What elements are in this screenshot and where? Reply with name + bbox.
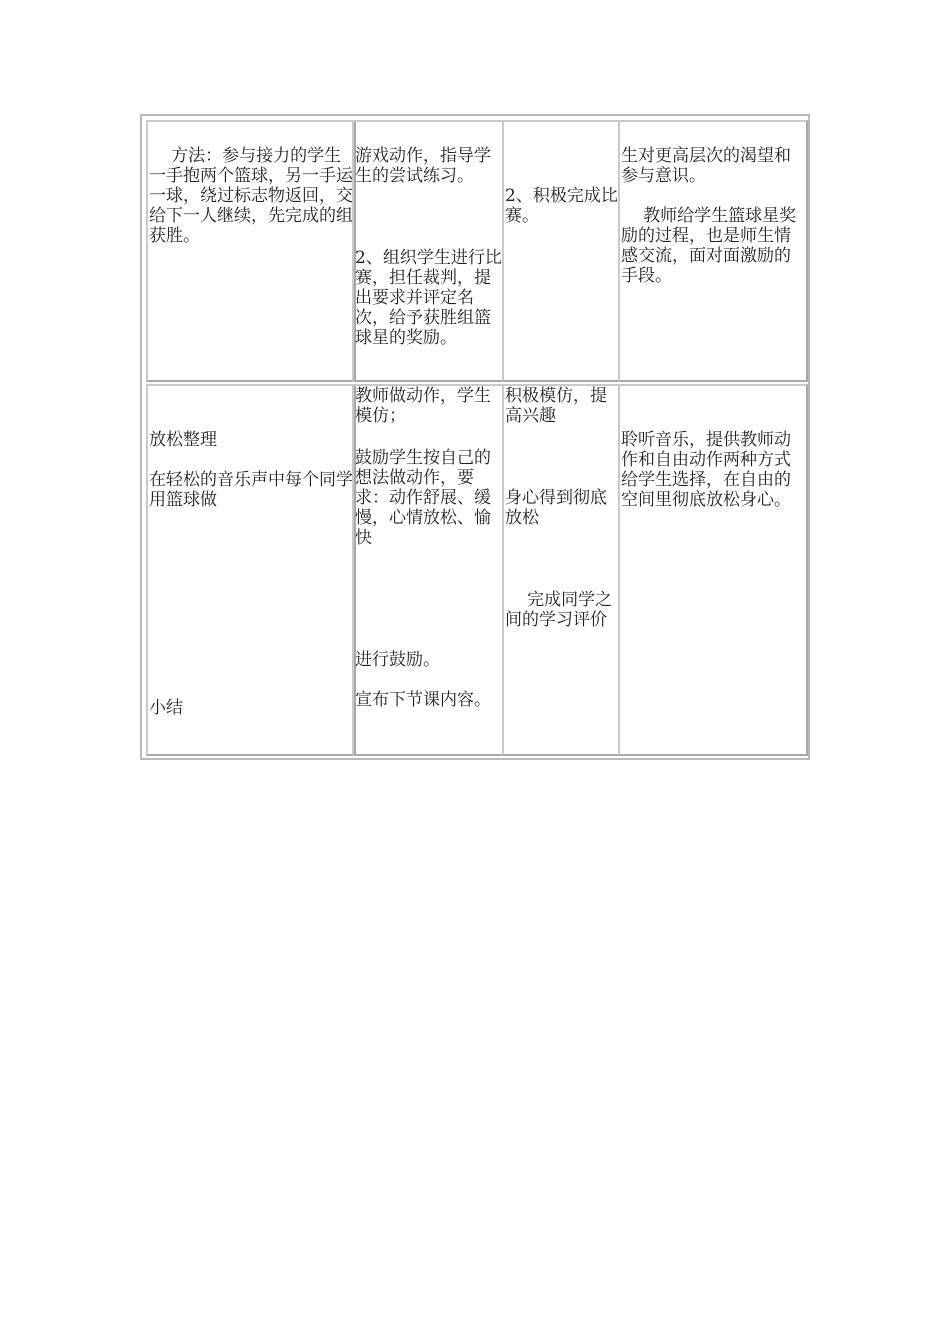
table-cell-r1-c4 bbox=[618, 120, 808, 382]
cell-text: 2、积极完成比赛。 bbox=[505, 186, 618, 226]
cell-text: 小结 bbox=[149, 698, 183, 718]
table-cell-r2-c1 bbox=[146, 384, 356, 756]
table-cell-r2-c3 bbox=[502, 384, 620, 756]
cell-text: 方法：参与接力的学生一手抱两个篮球，另一手运一球，绕过标志物返回，交给下一人继续，先完成的组获胜。 bbox=[149, 146, 353, 246]
cell-text: 教师给学生篮球星奖励的过程，也是师生情感交流，面对面激励的手段。 bbox=[621, 206, 797, 286]
cell-text: 宣布下节课内容。 bbox=[355, 690, 491, 710]
table-cell-r2-c2 bbox=[352, 384, 504, 756]
cell-text: 生对更高层次的渴望和参与意识。 bbox=[621, 146, 791, 186]
cell-text: 进行鼓励。 bbox=[355, 650, 440, 670]
cell-text: 在轻松的音乐声中每个同学用篮球做 bbox=[149, 470, 353, 510]
cell-text: 完成同学之间的学习评价 bbox=[505, 590, 613, 630]
cell-text: 游戏动作，指导学生的尝试练习。 bbox=[355, 146, 491, 186]
cell-text: 放松整理 bbox=[149, 430, 217, 450]
table-cell-r2-c4 bbox=[618, 384, 808, 756]
cell-text: 教师做动作，学生模仿； bbox=[355, 386, 491, 426]
table-cell-r1-c3 bbox=[502, 120, 620, 382]
table-cell-r1-c1 bbox=[146, 120, 356, 382]
cell-text: 聆听音乐，提供教师动作和自由动作两种方式给学生选择，在自由的空间里彻底放松身心。 bbox=[621, 430, 791, 510]
cell-text: 积极模仿，提高兴趣 bbox=[505, 386, 607, 426]
cell-text: 鼓励学生按自己的想法做动作，要求：动作舒展、缓慢，心情放松、愉快 bbox=[355, 448, 491, 548]
cell-text: 2、组织学生进行比赛，担任裁判，提出要求并评定名次，给予获胜组篮球星的奖励。 bbox=[355, 248, 502, 348]
lesson-plan-table bbox=[140, 114, 810, 760]
cell-text: 身心得到彻底放松 bbox=[505, 488, 607, 528]
table-cell-r1-c2 bbox=[352, 120, 504, 382]
